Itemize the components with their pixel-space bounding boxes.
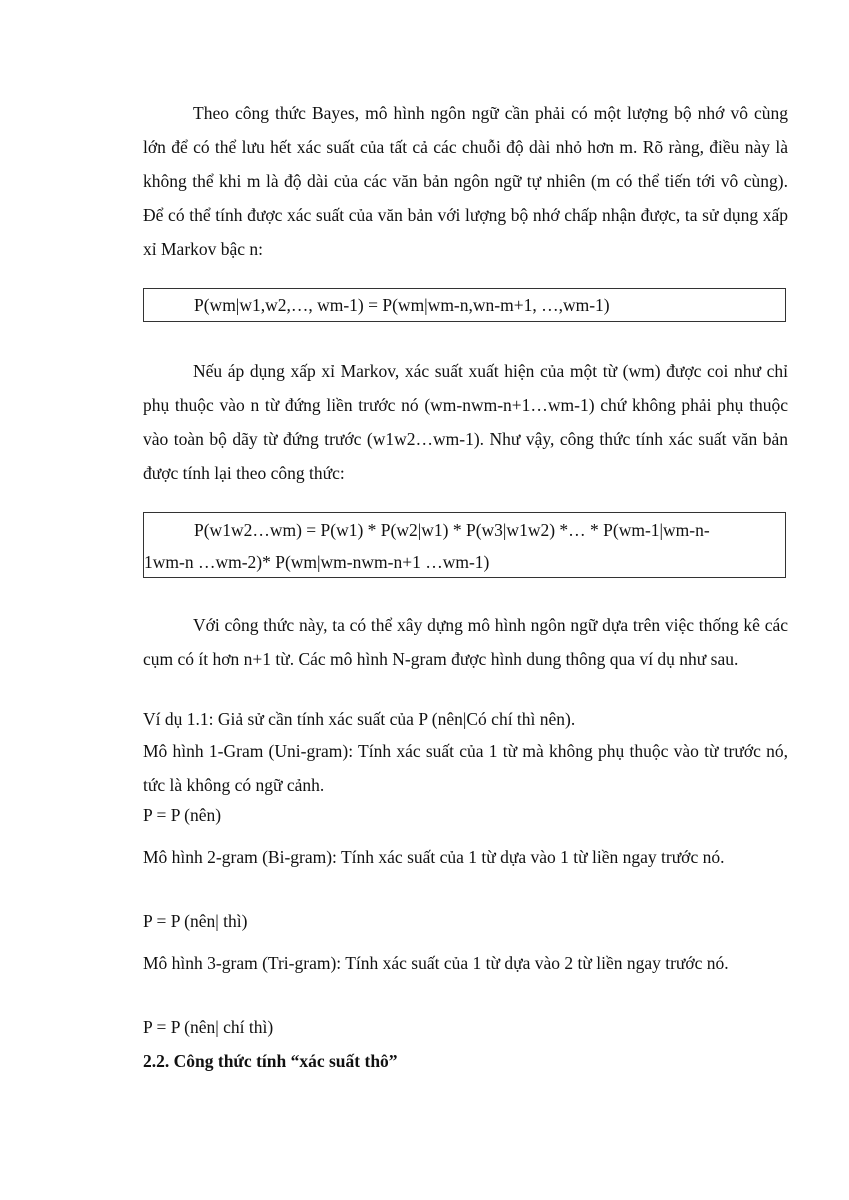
formula-box-markov — [143, 288, 786, 322]
formula-chain-line2: 1wm-n …wm-2)* P(wm|wm-nwm-n+1 …wm-1) — [144, 552, 490, 572]
paragraph-bayes: Theo công thức Bayes, mô hình ngôn ngữ cần phải có một lượng bộ nhớ vô cùng lớn để có thể lưu hết xác suất của tất cả các chuỗi độ dài nhỏ hơn m. Rõ ràng, điều này là không thể khi m là độ dài của các văn bản ngôn ngữ tự nhiên (m có thể tiến tới vô cùng). Để có thể tính được xác suất của văn bản với lượng bộ nhớ chấp nhận được, ta sử dụng xấp xỉ Markov bậc n: — [143, 103, 788, 259]
bigram-description: Mô hình 2-gram (Bi-gram): Tính xác suất của 1 từ dựa vào 1 từ liền ngay trước nó. — [143, 847, 725, 867]
formula-markov: P(wm|w1,w2,…, wm-1) = P(wm|wm-n,wn-m+1, …,wm-1) — [194, 295, 610, 315]
unigram-formula: P = P (nên) — [143, 805, 222, 825]
unigram-description: Mô hình 1-Gram (Uni-gram): Tính xác suất của 1 từ mà không phụ thuộc vào từ trước nó, tức là không có ngữ cảnh. — [143, 741, 788, 795]
trigram-formula: P = P (nên| chí thì) — [143, 1017, 274, 1037]
bigram-formula: P = P (nên| thì) — [143, 911, 248, 931]
section-heading: 2.2. Công thức tính “xác suất thô” — [143, 1051, 398, 1071]
formula-chain-line1: P(w1w2…wm) = P(w1) * P(w2|w1) * P(w3|w1w2) *… * P(wm-1|wm-n- — [194, 520, 710, 540]
trigram-description: Mô hình 3-gram (Tri-gram): Tính xác suất của 1 từ dựa vào 2 từ liền ngay trước nó. — [143, 953, 729, 973]
example-intro: Ví dụ 1.1: Giả sử cần tính xác suất của P (nên|Có chí thì nên). — [143, 709, 576, 729]
paragraph-markov-approx: Nếu áp dụng xấp xỉ Markov, xác suất xuất hiện của một từ (wm) được coi như chỉ phụ thuộc vào n từ đứng liền trước nó (wm-nwm-n+1…wm-1) chứ không phải phụ thuộc vào toàn bộ dãy từ đứng trước (w1w2…wm-1). Như vậy, công thức tính xác suất văn bản được tính lại theo công thức: — [143, 361, 788, 483]
paragraph-ngram-intro: Với công thức này, ta có thể xây dựng mô hình ngôn ngữ dựa trên việc thống kê các cụm có ít hơn n+1 từ. Các mô hình N-gram được hình dung thông qua ví dụ như sau. — [143, 615, 788, 669]
formula-box-chain — [143, 512, 786, 578]
